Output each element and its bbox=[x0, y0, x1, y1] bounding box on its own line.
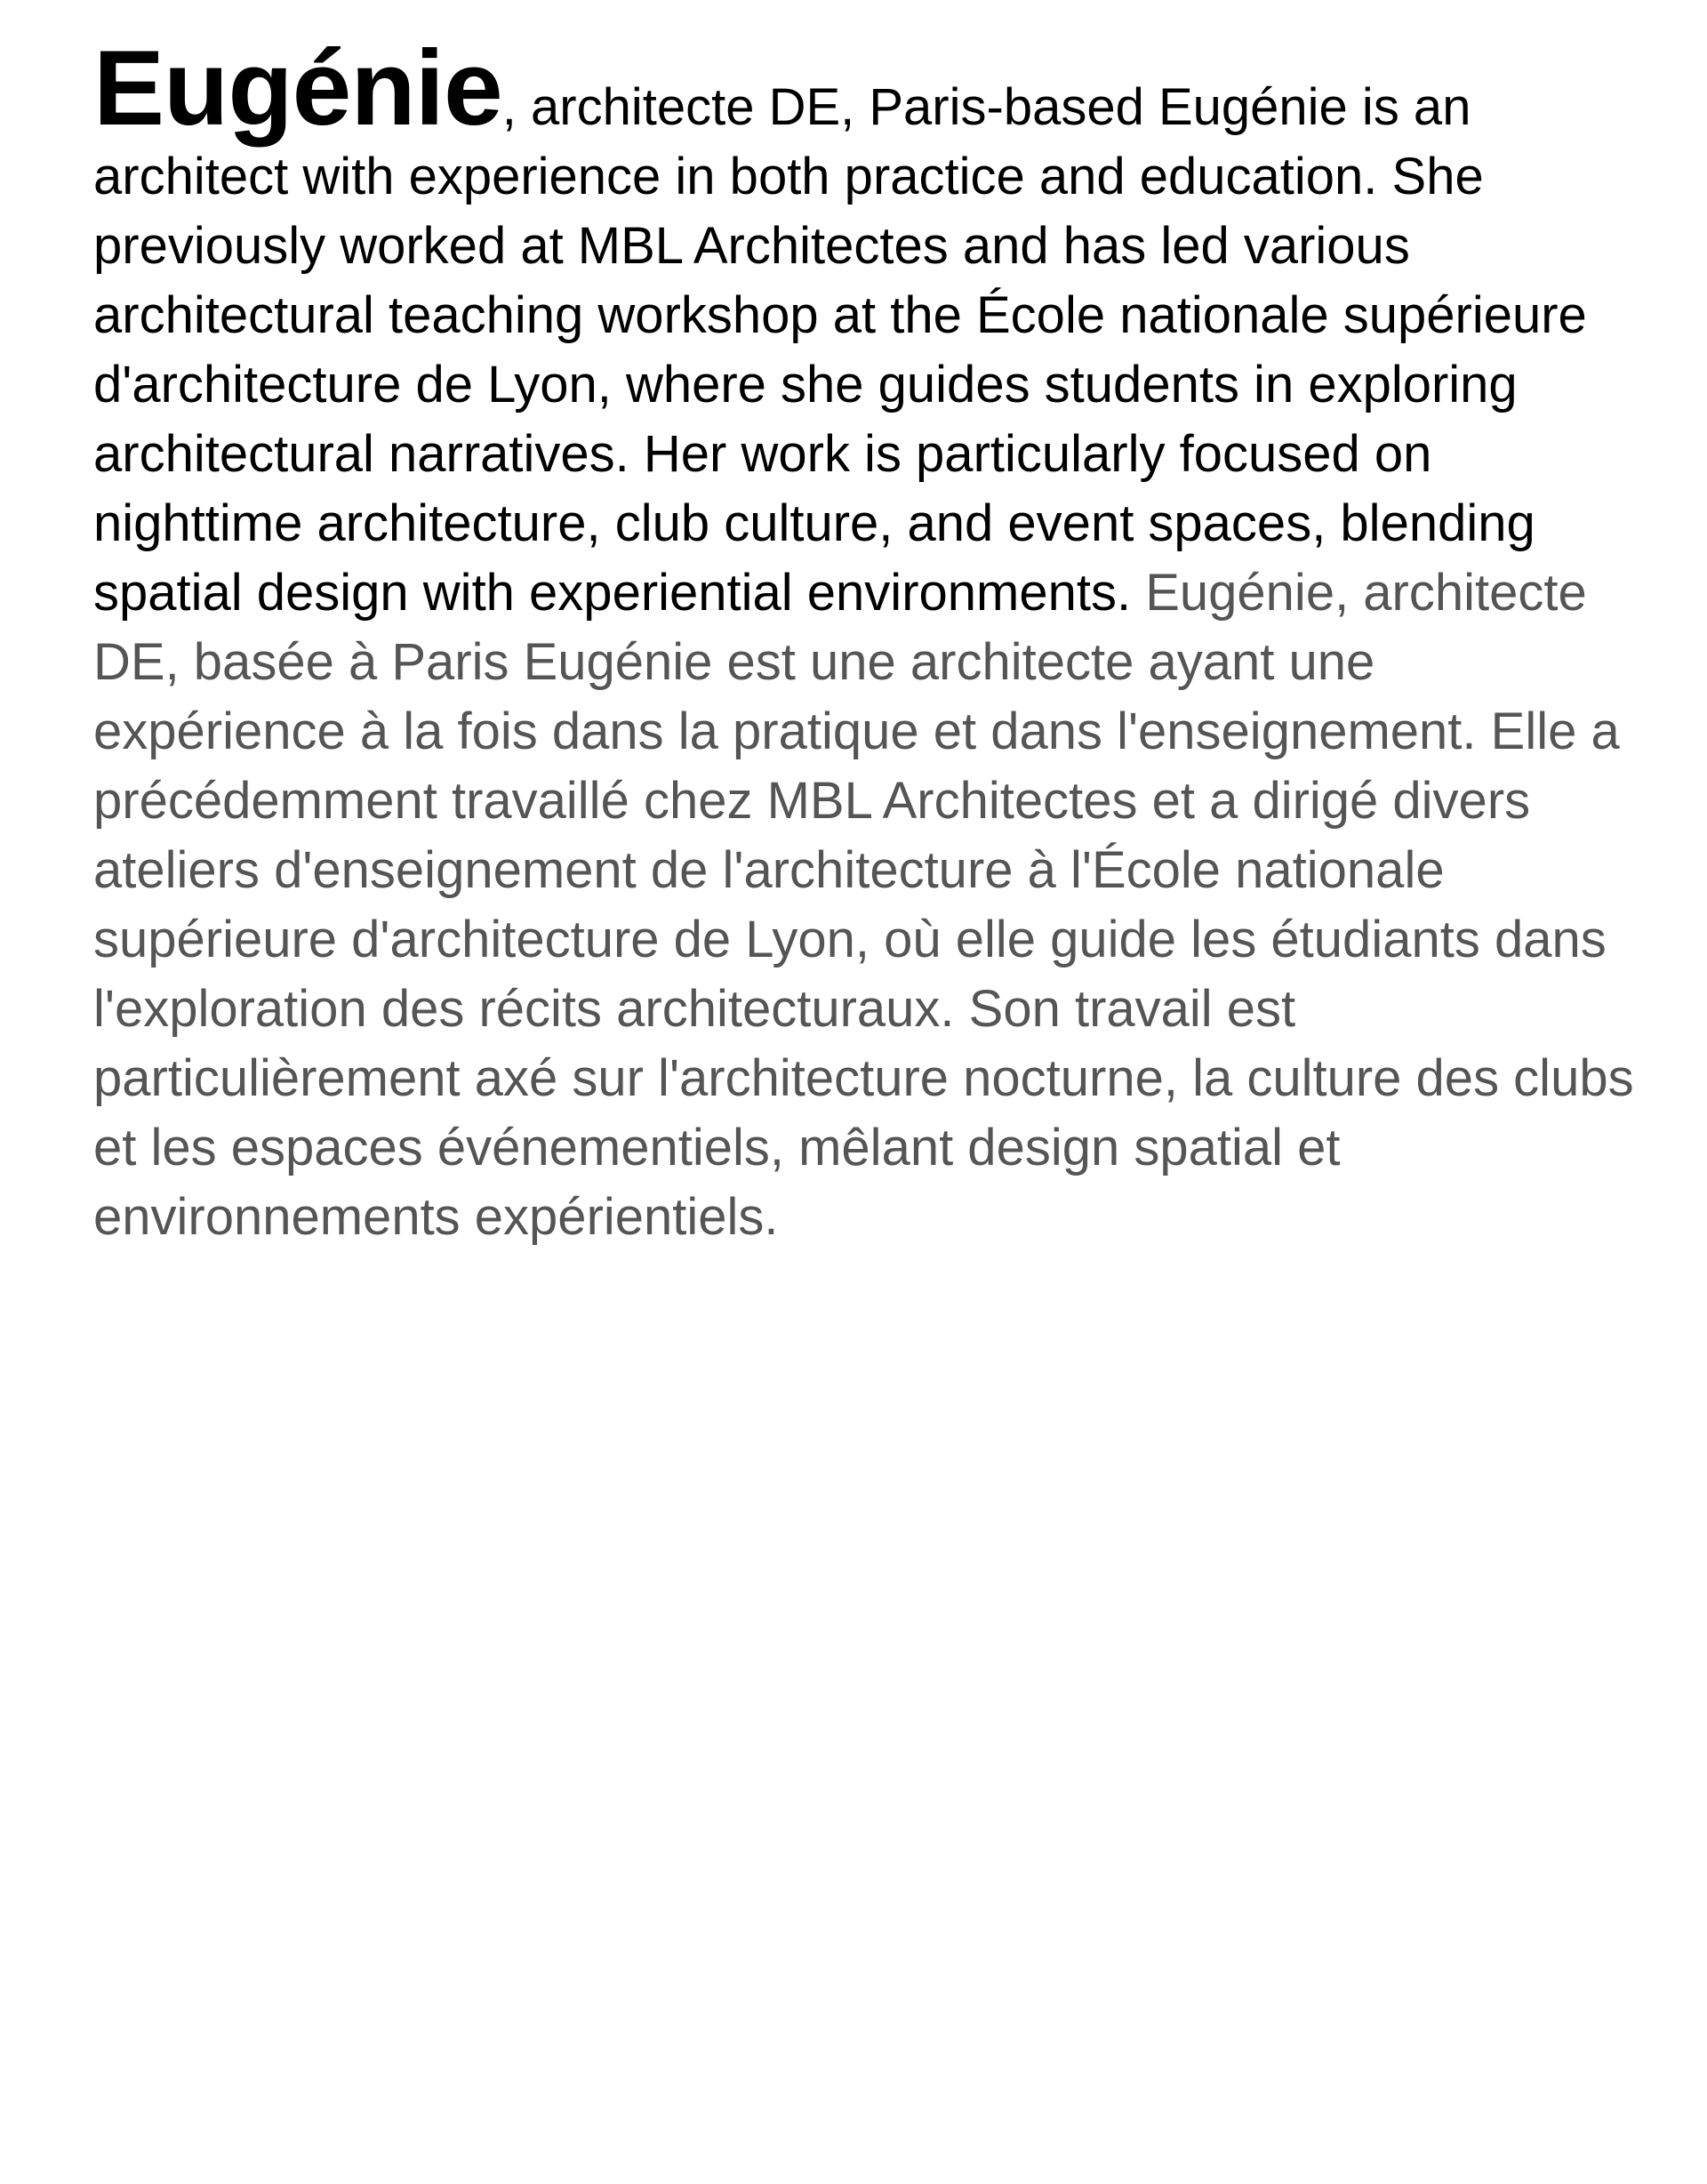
bio-paragraph bbox=[93, 28, 1640, 1252]
bio-english-text: , architecte DE, Paris-based Eugénie is an architect with experience in both practice and education. She previously worked at MBL Architectes and has led various architectural teaching workshop at the École nationale supérieure d'architecture de Lyon, where she guides students in exploring architectural narratives. Her work is particularly focused on nighttime architecture, club culture, and event spaces, blending spatial design with experiential environments. bbox=[93, 78, 1587, 622]
bio-name: Eugénie bbox=[93, 28, 502, 148]
bio-french-text: Eugénie, architecte DE, basée à Paris Eugénie est une architecte ayant une expérience à la fois dans la pratique et dans l'enseignement. Elle a précédemment travaillé chez MBL Architectes et a dirigé divers ateliers d'enseignement de l'architecture à l'École nationale supérieure d'architecture de Lyon, où elle guide les étudiants dans l'exploration des récits architecturaux. Son travail est particulièrement axé sur l'architecture nocturne, la culture des clubs et les espaces événementiels, mêlant design spatial et environnements expérientiels. bbox=[93, 564, 1634, 1246]
